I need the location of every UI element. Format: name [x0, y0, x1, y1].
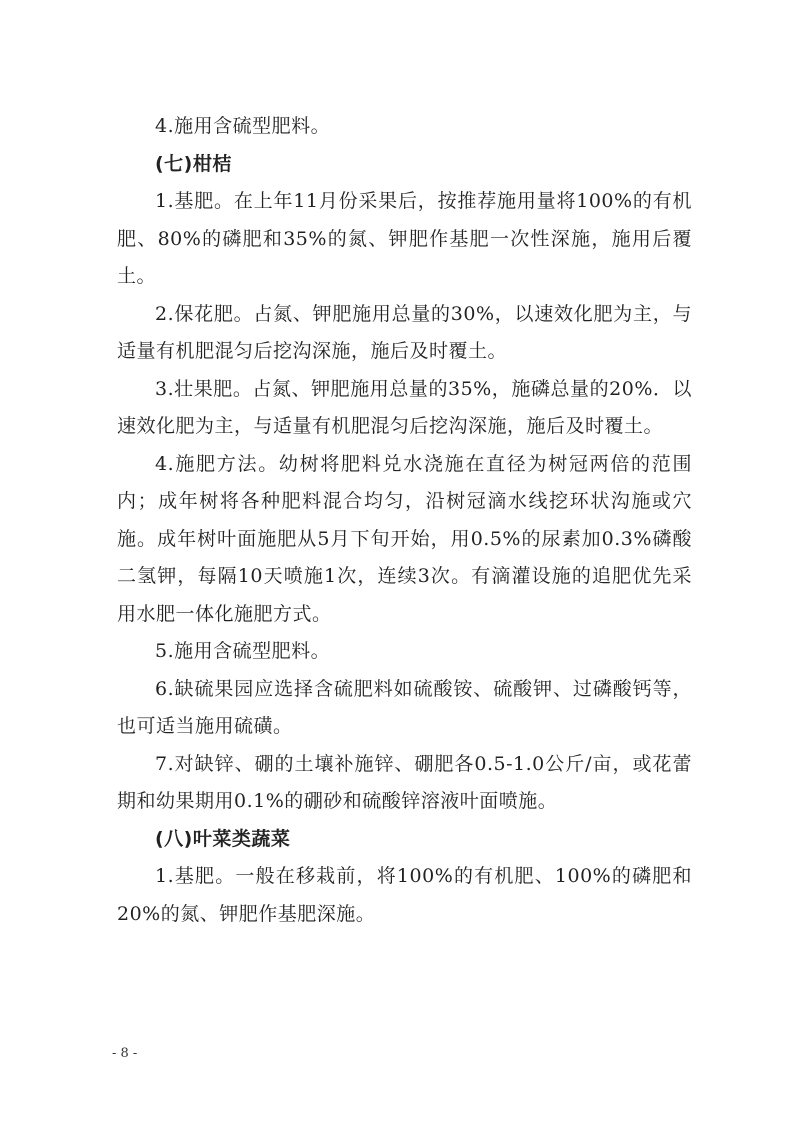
paragraph-citrus-prev-item-4: 4.施用含硫型肥料。 [155, 115, 331, 137]
paragraph-fertilizing-method: 4.施肥方法。幼树将肥料兑水浇施在直径为树冠两倍的范围内；成年树将各种肥料混合均匀，沿树冠滴水线挖环状沟施或穴施。成年树叶面施肥从5月下旬开始，用0.5%的尿素加0.3%磷酸二氢钾，每隔10天喷施1次，连续3次。有滴灌设施的追肥优先采用水肥一体化施肥方式。 [117, 452, 692, 625]
paragraph-zinc-boron: 7.对缺锌、硼的土壤补施锌、硼肥各0.5-1.0公斤/亩，或花蕾期和幼果期用0.1%的硼砂和硫酸锌溶液叶面喷施。 [117, 752, 692, 812]
paragraph-vegetable-base-fertilizer: 1.基肥。一般在移栽前，将100%的有机肥、100%的磷肥和20%的氮、钾肥作基肥深施。 [117, 865, 692, 925]
paragraph-fruit-fertilizer: 3.壮果肥。占氮、钾肥施用总量的35%，施磷总量的20%．以速效化肥为主，与适量有机肥混匀后挖沟深施，施后及时覆土。 [117, 377, 692, 437]
page-number: - 8 - [112, 1046, 138, 1061]
paragraph-sulfur-fertilizer: 5.施用含硫型肥料。 [155, 640, 331, 662]
paragraph-sulfur-deficiency: 6.缺硫果园应选择含硫肥料如硫酸铵、硫酸钾、过磷酸钙等，也可适当施用硫磺。 [117, 677, 692, 737]
section-heading-leafy-vegetables: (八)叶菜类蔬菜 [155, 827, 291, 850]
document-body [117, 108, 692, 933]
paragraph-flower-fertilizer: 2.保花肥。占氮、钾肥施用总量的30%，以速效化肥为主，与适量有机肥混匀后挖沟深施，施后及时覆土。 [117, 302, 692, 362]
paragraph-base-fertilizer: 1.基肥。在上年11月份采果后，按推荐施用量将100%的有机肥、80%的磷肥和35%的氮、钾肥作基肥一次性深施，施用后覆土。 [117, 190, 692, 287]
section-heading-citrus: (七)柑桔 [155, 152, 232, 175]
